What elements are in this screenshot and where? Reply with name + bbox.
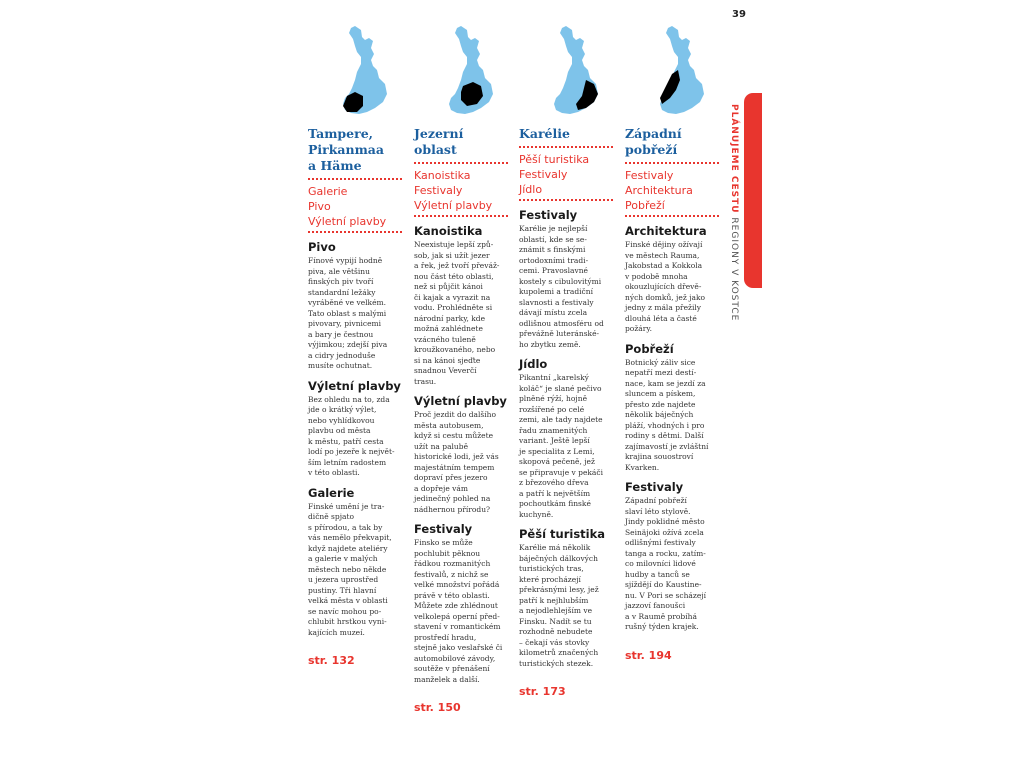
section-text: Finské umění je tra- dičně spjato s přírodou, a tak by vás nemělo překvapit, když najdete ateliéry a galerie v malých městech nebo někde u jezera uprostřed pustiny. Tři hlavní velká města v oblasti se navíc mohou po- chlubit hrstkou vyni- kajících muzeí. [308,501,392,637]
chapter-label-sub: REGIONY V KOSTCE [729,213,739,322]
section-text: Botnický záliv sice nepatří mezi destí- nace, kam se jezdí za sluncem a pískem, přesto zde najdete několik báječných pláží, vhodných i pro rodiny s dětmi. Další zajímavostí je zvláštní krajina souostroví Kvarken. [625,357,709,472]
finland-map-icon [432,24,506,124]
highlight-item: Architektura [625,184,693,197]
section-title: Jídlo [519,357,548,371]
section-text: Bez ohledu na to, zda jde o krátký výlet, nebo vyhlídkovou plavbu od města k městu, patří cesta lodí po jezeře k největ- ším letním radostem v této oblasti. [308,394,395,477]
section-text: Karélie je nejlepší oblastí, kde se se- známit s finskými ortodoxními tradi- cemi. Pravoslavné kostely s cibulovitými kupolemi a tradiční slavnosti a festivaly dávají místu zcela odlišnou atmosféru od převážně luteránské- ho zbytku země. [519,224,604,349]
section-title: Festivaly [414,522,473,536]
region-column-lakeland [414,24,508,714]
region-column-karelia [519,24,613,698]
region-title: Karélie [519,126,613,148]
chapter-label-main: PLÁNUJEME CESTU [729,104,739,214]
section-title: Kanoistika [414,224,483,238]
highlight-item: Výletní plavby [414,199,493,212]
region-title: Tampere, Pirkanmaa a Häme [308,126,402,180]
section-title: Pivo [308,240,336,254]
highlight-item: Festivaly [414,184,463,197]
highlight-item: Pivo [308,200,331,213]
region-highlights [414,164,508,217]
finland-map-icon [326,24,400,124]
page-reference-link[interactable]: str. 132 [308,654,355,667]
page-number: 39 [732,9,746,20]
region-highlights [308,180,402,233]
highlight-item: Výletní plavby [308,215,387,228]
section-title: Výletní plavby [414,394,507,408]
section-text: Neexistuje lepší způ- sob, jak si užít jezer a řek, jež tvoří převáž- nou část této oblasti, než si půjčit kánoi či kajak a vyrazit na vodu. Prohlédněte si národní parky, kde možná zahlédnete vzácného tuleně kroužkovaného, nebo si na kánoi sjeďte snadnou Veverčí trasu. [414,240,500,386]
finland-map-icon [643,24,717,124]
page-reference-link[interactable]: str. 194 [625,648,672,662]
section-text: Pikantní „karelský koláč“ je slané pečivo plněné rýží, hojně rozšířené po celé zemi, ale tady najdete řadu znamenitých variant. Ještě lepší je specialita z Lemi, skopová pečeně, jež se připravuje v pekáči z březového dřeva a patří k největším pochoutkám finské kuchyně. [519,373,604,519]
highlight-item: Festivaly [519,168,568,181]
page-reference-link[interactable]: str. 173 [519,685,566,698]
section-text: Karélie má několik báječných dálkových turistických tras, které procházejí překrásnými lesy, jež patří k nejhlubším a nejodlehlejším ve Finsku. Nadít se tu rozhodně nebudete – čekají vás stovky kilometrů značených turistických stezek. [519,543,599,668]
highlight-item: Galerie [308,185,348,198]
section-title: Pobřeží [625,341,674,356]
section-text: Finské dějiny ožívají ve městech Rauma, Jakobstad a Kokkola v podobě mnoha okouzlujících dřevě- ných domků, jež jako jedny z mála přežily dlouhá léta a časté požáry. [625,240,706,333]
region-column-west-coast [625,24,719,662]
region-column-tampere [308,24,402,667]
region-title: Západní pobřeží [625,126,719,164]
section-title: Pěší turistika [519,527,606,541]
page-reference-link[interactable]: str. 150 [414,701,461,714]
chapter-tab [744,93,762,288]
section-title: Festivaly [519,208,578,222]
highlight-item: Festivaly [625,169,674,182]
section-title: Festivaly [625,480,684,494]
region-title: Jezerní oblast [414,126,508,164]
section-title: Galerie [308,485,355,500]
finland-map-icon [537,24,611,124]
region-highlights [625,164,719,217]
chapter-side-label [723,104,739,344]
highlight-item: Pěší turistika [519,153,590,166]
section-title: Výletní plavby [308,378,401,393]
section-text: Fínové vypijí hodně piva, ale většinu finských piv tvoří standardní ležáky vyráběné ve velkém. Tato oblast s malými pivovary, pivnicemi a bary je čestnou výjimkou; zdejší piva a cidry jednoduše musíte ochutnat. [308,256,388,370]
section-title: Architektura [625,224,707,238]
highlight-item: Pobřeží [625,199,665,212]
region-highlights [519,148,613,201]
section-text: Západní pobřeží slaví léto stylově. Jindy poklidné město Seinäjoki ožívá zcela odlišnými festivaly tanga a rocku, zatím- co milovníci lidové hudby a tanců se sjíždějí do Kaustine- nu. V Pori se scházejí jazzoví fanoušci a v Raumě probíhá rušný týden krajek. [625,496,706,631]
section-text: Proč jezdit do dalšího města autobusem, když si cestu můžete užít na palubě historické lodi, jež vás majestátním tempem dopraví přes jezero a dopřeje vám jedinečný pohled na nádhernou přírodu? [414,410,499,514]
highlight-item: Kanoistika [414,169,471,182]
highlight-item: Jídlo [519,183,543,196]
section-text: Finsko se může pochlubit pěknou řádkou rozmanitých festivalů, z nichž se velké množství pořádá právě v této oblasti. Můžete zde zhlédnout velkolepá operní před- stavení v romantickém prostředí hradu, stejně jako veslařské či automobilové závody, soutěže v přenášení manželek a další. [414,538,503,684]
